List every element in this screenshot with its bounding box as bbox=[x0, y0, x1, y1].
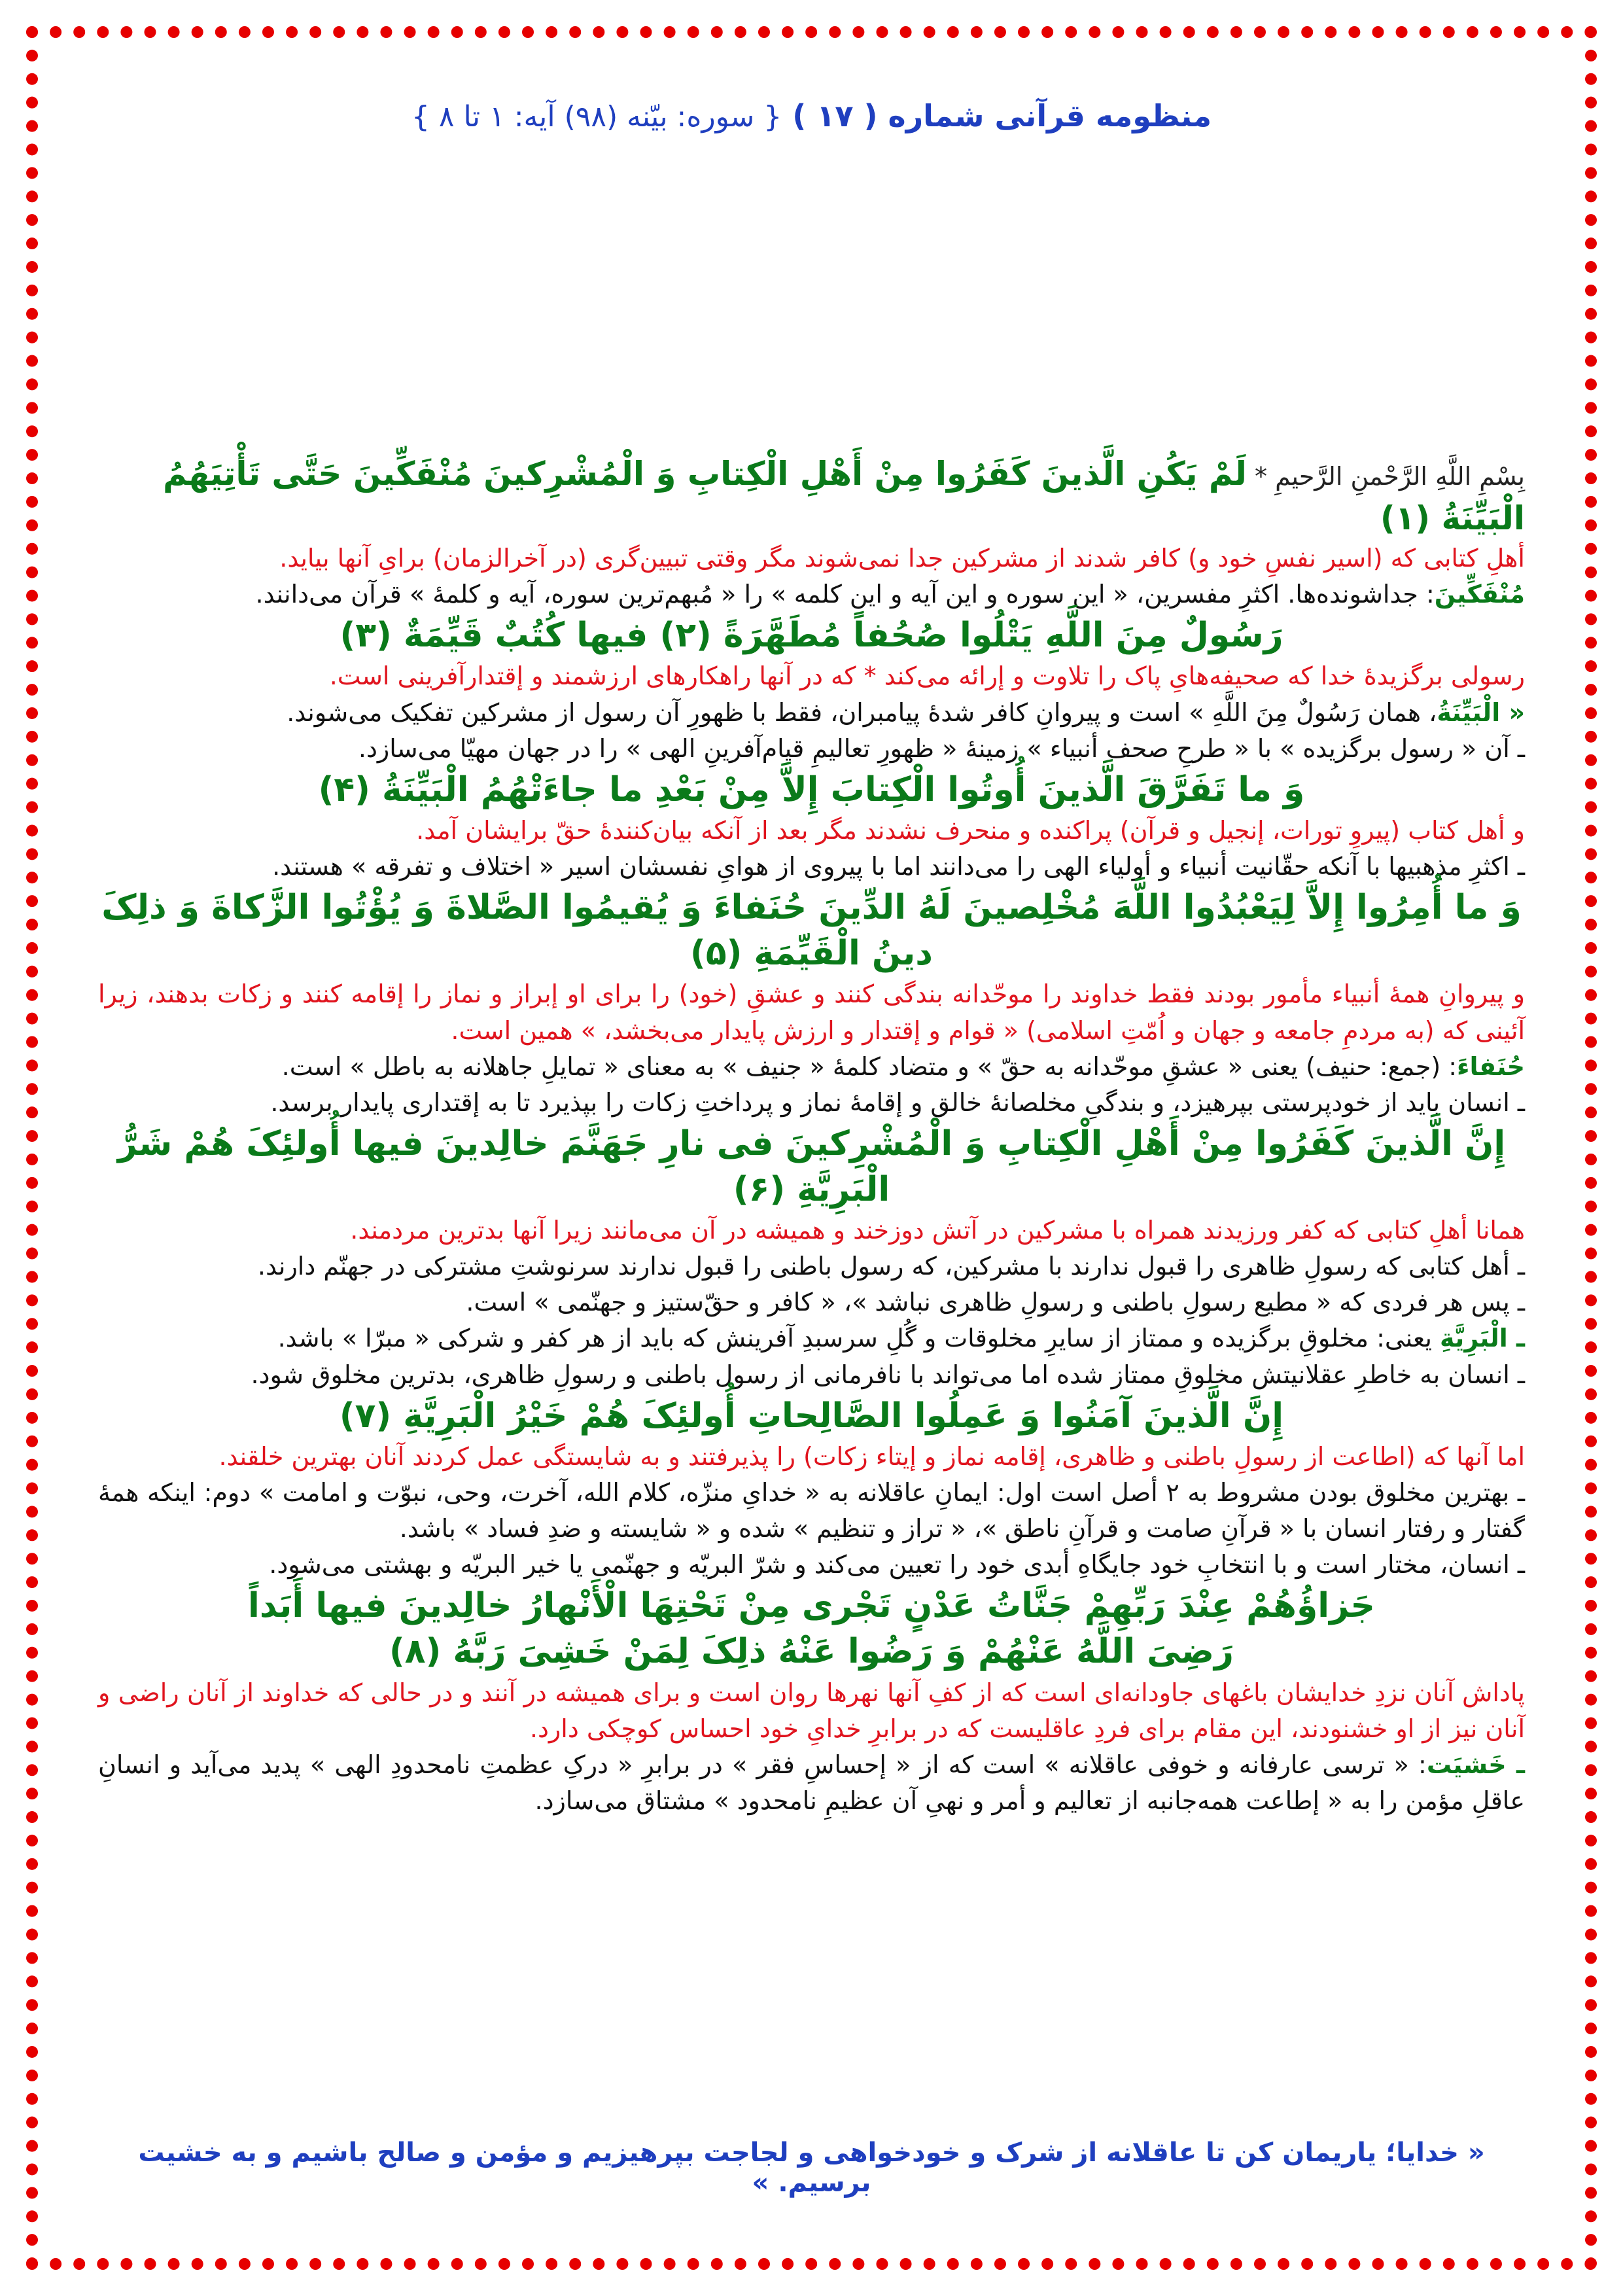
commentary-paragraph bbox=[98, 1248, 1525, 1284]
commentary-paragraph bbox=[98, 1320, 1525, 1356]
translation-paragraph: و أهل کتاب (پیروِ تورات، إنجیل و قرآن) پراکنده و منحرف نشدند مگر بعد از آنکه بیان‌کنندهٔ حقّ برایشان آمد. bbox=[416, 815, 1525, 845]
verse-line: وَ ما تَفَرَّقَ الَّذینَ أُوتُوا الْکِتابَ إِلاَّ مِنْ بَعْدِ ما جاءَتْهُمُ الْبَیِّنَةُ (۴) bbox=[318, 769, 1305, 809]
commentary-paragraph bbox=[98, 731, 1525, 767]
verse-line: جَزاؤُهُمْ عِنْدَ رَبِّهِمْ جَنَّاتُ عَدْنٍ تَجْری مِنْ تَحْتِهَا الْأَنْهارُ خالِدینَ فیها أَبَداً bbox=[248, 1586, 1375, 1626]
translation-paragraph: اما آنها که (اطاعت از رسولِ باطنی و ظاهری، إقامه نماز و إیتاء زکات) را پذیرفتند و به شایستگی عمل کردند آنان بهترین خلقند. bbox=[218, 1441, 1525, 1471]
basmala: بِسْمِ اللَّهِ الرَّحْمنِ الرَّحیمِ * bbox=[1246, 462, 1525, 491]
translation-paragraph: و پیروانِ همهٔ أنبیاء مأمور بودند فقط خداوند را موحّدانه بندگی کنند و عشقِ (خود) را برای او إبراز و نماز را إقامه کنند و زکات بدهند، زیرا آئینی که (به مردمِ جامعه و جهان و اُمّتِ اسلامی) « قوام و إقتدار و ارزش پایدار می‌بخشد، » همین است. bbox=[98, 980, 1525, 1045]
commentary-paragraph bbox=[98, 1085, 1525, 1121]
verse-line: رَضِیَ اللَّهُ عَنْهُمْ وَ رَضُوا عَنْهُ ذلِکَ لِمَنْ خَشِیَ رَبَّهُ (۸) bbox=[389, 1632, 1234, 1672]
commentary-paragraph bbox=[98, 1475, 1525, 1547]
commentary-text: ـ بهترین مخلوق بودن مشروط به ۲ أصل است اول: ایمانِ عاقلانه به « خدایِ منزّه، کلام الله، آخرت، وحی، نبوّت و امامت » دوم: اینکه همهٔ گفتار و رفتار انسان با « قرآنِ صامت و قرآنِ ناطق »، « تراز و تنظیم » شده و « شایسته و ضدِ فساد » باشد. bbox=[98, 1477, 1525, 1544]
verse-line: إِنَّ الَّذینَ کَفَرُوا مِنْ أَهْلِ الْکِتابِ وَ الْمُشْرِکینَ فی نارِ جَهَنَّمَ خالِدینَ فیها أُولئِکَ هُمْ شَرُّ الْبَرِیَّةِ (۶) bbox=[117, 1123, 1506, 1209]
commentary-paragraph bbox=[98, 1357, 1525, 1393]
term-highlight: مُنْفَکِّینَ bbox=[1434, 580, 1525, 609]
commentary-paragraph bbox=[98, 695, 1525, 731]
verse-line bbox=[98, 452, 1525, 540]
term-highlight: حُنَفاءَ bbox=[1457, 1051, 1525, 1081]
commentary-text: یعنی: مخلوقِ برگزیده و ممتاز از سایرِ مخلوقات و گُلِ سرسبدِ آفرینش که باید از هر کفر و شرکی « مبرّا » باشد. bbox=[277, 1324, 1440, 1353]
commentary-paragraph bbox=[98, 1747, 1525, 1819]
commentary-text: ـ أهل کتابی که رسولِ ظاهری را قبول ندارند با مشرکین، که رسول باطنی را قبول ندارند سرنوشتِ مشترکی در جهنّم دارند. bbox=[257, 1252, 1525, 1281]
closing-prayer: « خدایا؛ یاریمان کن تا عاقلانه از شرک و خودخواهی و لجاجت بپرهیزیم و مؤمن و صالح باشیم و به خشیت برسیم. » bbox=[138, 2138, 1485, 2198]
term-highlight: ـ خَشیَت bbox=[1426, 1750, 1525, 1779]
translation-paragraph: رسولی برگزیدهٔ خدا که صحیفه‌هایِ پاک را تلاوت و إرائه می‌کند * که در آنها راهکارهای ارزشمند و إقتدارآفرینی است. bbox=[329, 662, 1525, 691]
verse-line: رَسُولٌ مِنَ اللَّهِ یَتْلُوا صُحُفاً مُطَهَّرَةً (۲) فیها کُتُبٌ قَیِّمَةٌ (۳) bbox=[340, 616, 1283, 656]
verses-container bbox=[98, 452, 1525, 1819]
translation-paragraph: أهلِ کتابی که (اسیر نفسِ خود و) کافر شدند از مشرکین جدا نمی‌شوند مگر وقتی تبیین‌گری (در آخرالزمان) برایِ آنها بیاید. bbox=[279, 544, 1525, 573]
commentary-paragraph bbox=[98, 576, 1525, 612]
commentary-text: : « ترسی عارفانه و خوفی عاقلانه » است که از « إحساسِ فقر » در برابرِ « درکِ عظمتِ نامحدودِ الهی » پدید می‌آید و انسانِ عاقلِ مؤمن را به « إطاعت همه‌جانبه از تعالیم و أمر و نهیِ آن عظیمِ نامحدود » مشتاق می‌سازد. bbox=[98, 1750, 1525, 1815]
commentary-text: : جداشونده‌ها. اکثرِ مفسرین، « این سوره و این آیه و این کلمه » را « مُبهم‌ترین سوره، آیه و کلمهٔ » قرآن می‌دانند. bbox=[255, 580, 1435, 609]
commentary-text: ـ اکثرِ مذهبیها با آنکه حقّانیت أنبیاء و أولیاء الهی را می‌دانند اما با پیروی از هوایِ نفسشان اسیر « اختلاف و تفرقه » هستند. bbox=[272, 851, 1525, 881]
translation-paragraph: همانا أهلِ کتابی که کفر ورزیدند همراه با مشرکین در آتش دوزخند و همیشه در آن می‌مانند زیرا آنها بدترین مردمند. bbox=[350, 1216, 1525, 1245]
verse-line: إِنَّ الَّذینَ آمَنُوا وَ عَمِلُوا الصَّالِحاتِ أُولئِکَ هُمْ خَیْرُ الْبَرِیَّةِ (۷) bbox=[339, 1396, 1284, 1436]
commentary-paragraph bbox=[98, 1547, 1525, 1583]
term-highlight: ـ الْبَرِیَّةِ bbox=[1440, 1324, 1525, 1353]
commentary-text: ـ آن « رسول برگزیده » با « طرحِ صحف أنبیاء » زمینهٔ « ظهورِ تعالیمِ قیام‌آفرینِ الهی » را در جهان مهیّا می‌سازد. bbox=[358, 733, 1525, 763]
term-highlight: « الْبَیِّنَةُ bbox=[1437, 698, 1525, 727]
page-header bbox=[98, 98, 1525, 133]
translation-paragraph: پاداش آنان نزدِ خدایشان باغهای جاودانه‌ای است که از کفِ آنها نهرها روان است و برای همیشه در آنند و در حالی که خداوند از آنان راضی و آنان نیز از او خشنودند، این مقام برای فردِ عاقلیست که در برابرِ خدایِ خود احساس کوچکی دارد. bbox=[98, 1678, 1525, 1743]
verse-line: وَ ما أُمِرُوا إِلاَّ لِیَعْبُدُوا اللَّهَ مُخْلِصینَ لَهُ الدِّینَ حُنَفاءَ وَ یُقیمُوا الصَّلاةَ وَ یُؤْتُوا الزَّکاةَ وَ ذلِکَ دینُ الْقَیِّمَةِ (۵) bbox=[101, 888, 1522, 974]
commentary-paragraph bbox=[98, 849, 1525, 885]
commentary-text: ـ انسان، مختار است و با انتخابِ خود جایگاهِ أبدی خود را تعیین می‌کند و شرّ البریّه و جهنّمی یا خیر البریّه و بهشتی می‌شود. bbox=[269, 1550, 1525, 1580]
commentary-paragraph bbox=[98, 1049, 1525, 1085]
commentary-text: ـ پس هر فردی که « مطیع رسولِ باطنی و رسولِ ظاهری نباشد »، « کافر و حقّ‌ستیز و جهنّمی » است. bbox=[466, 1288, 1525, 1317]
commentary-text: ـ انسان به خاطرِ عقلانیتش مخلوقِ ممتاز شده اما می‌تواند با نافرمانی از رسول باطنی و رسولِ ظاهری، بدترین مخلوق شود. bbox=[251, 1360, 1525, 1389]
verse-text: لَمْ یَکُنِ الَّذینَ کَفَرُوا مِنْ أَهْلِ الْکِتابِ وَ الْمُشْرِکینَ مُنْفَکِّینَ حَتَّى تَأْتِیَهُمُ الْبَیِّنَةُ (۱) bbox=[163, 455, 1525, 537]
surah-info: { سوره: بیّنه (۹۸) آیه: ۱ تا ۸ } bbox=[411, 100, 782, 133]
commentary-text: ـ انسان باید از خودپرستی بپرهیزد، و بندگیِ مخلصانهٔ خالق و إقامهٔ نماز و پرداختِ زکات را بپذیرد تا به إقتداری پایدار برسد. bbox=[270, 1087, 1525, 1117]
commentary-paragraph bbox=[98, 1284, 1525, 1320]
commentary-text: ، همان رَسُولٌ مِنَ اللَّهِ » است و پیروانِ کافر شدهٔ پیامبران، فقط با ظهورِ آن رسول از مشرکین تفکیک می‌شوند. bbox=[287, 698, 1437, 727]
page-title: منظومه قرآنی شماره ( ۱۷ ) bbox=[792, 98, 1212, 133]
commentary-text: : (جمع: حنیف) یعنی « عشقِ موحّدانه به حقّ » و متضاد کلمهٔ « جنیف » به معنای « تمایلِ جاهلانه به باطل » است. bbox=[281, 1051, 1457, 1081]
document-body bbox=[98, 98, 1525, 2198]
